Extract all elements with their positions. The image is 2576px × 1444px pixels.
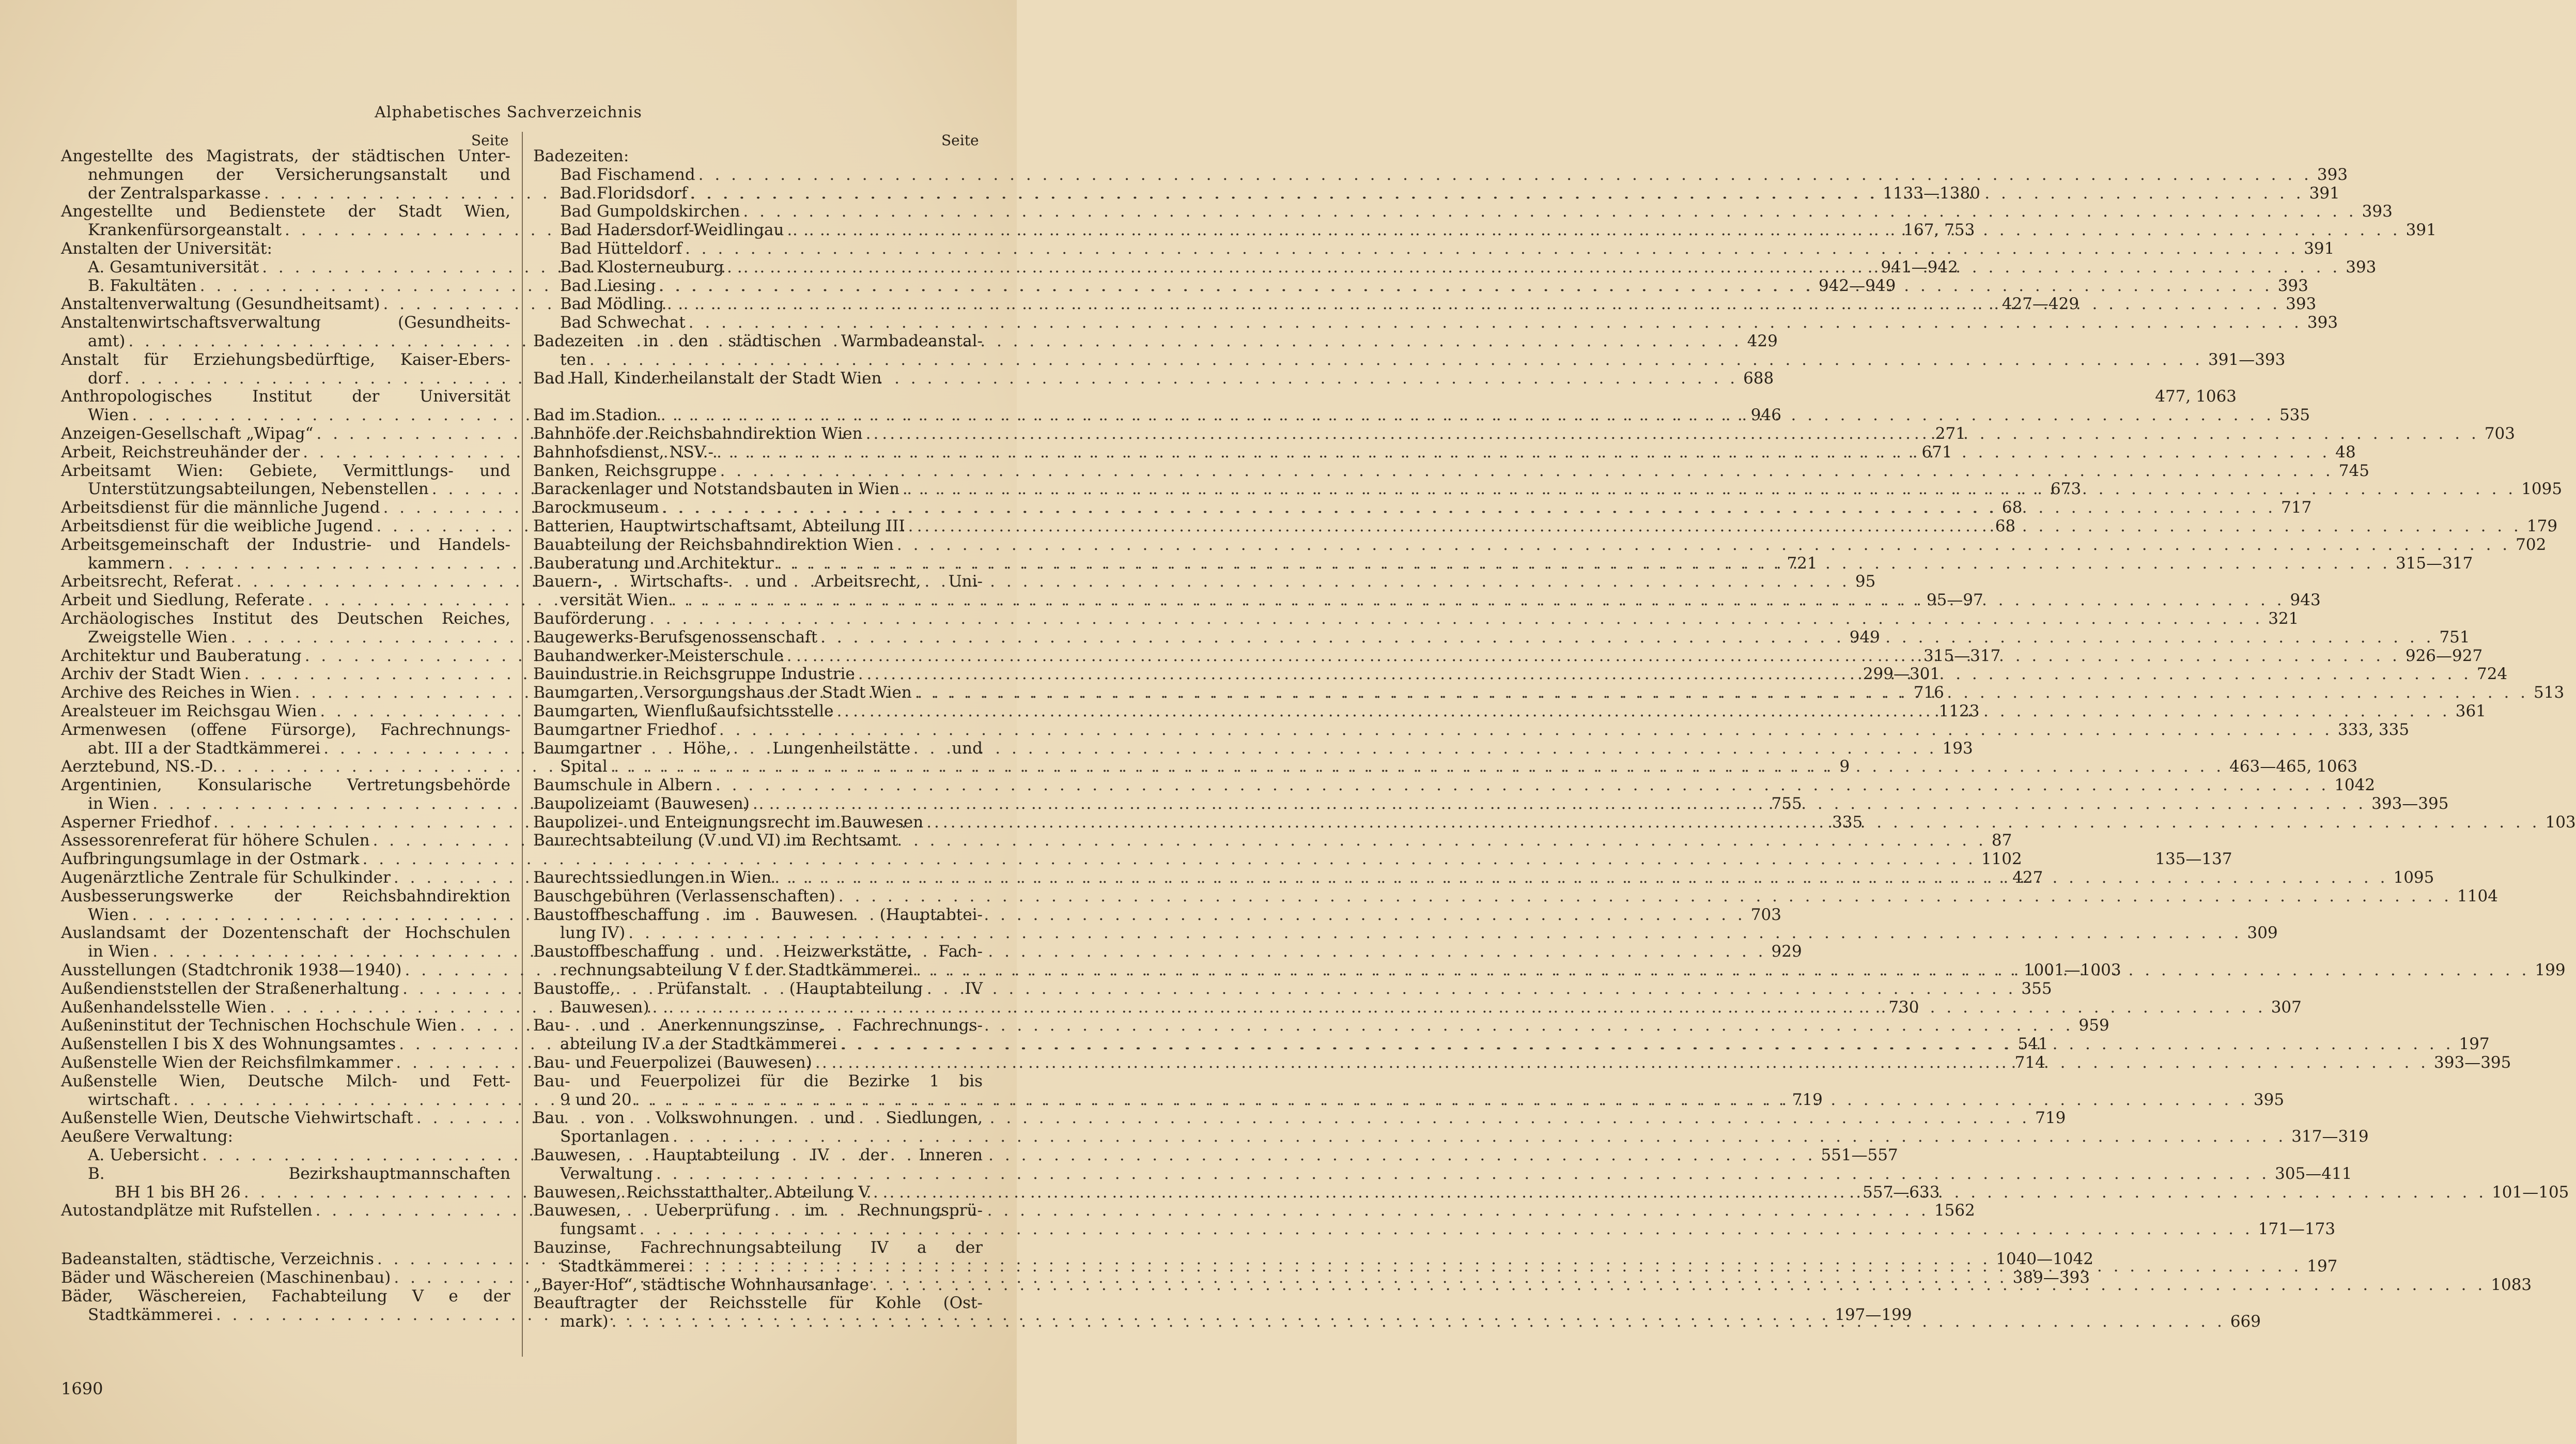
page-reference: 1104	[2457, 886, 2498, 905]
leader-dots	[712, 776, 2332, 795]
page-reference: 321	[2268, 609, 2299, 628]
page-reference: 703	[1750, 905, 1781, 924]
page-reference: 1001—1003	[2023, 961, 2121, 980]
entry-text: Bad Hadersdorf-Weidlingau	[560, 221, 784, 240]
page-reference: 719	[1792, 1090, 1823, 1109]
entry-text: Anstalt für Erziehungsbedürftige, Kaiser-Ebers-	[61, 350, 510, 369]
entry-text: Baurechtssiedlungen in Wien	[533, 868, 772, 887]
left-column-page-label: Seite	[471, 132, 509, 149]
entry-text: amt)	[88, 331, 126, 350]
index-entry	[533, 886, 2498, 906]
entry-text: Archiv der Stadt Wien	[61, 665, 241, 684]
entry-text: in Wien	[88, 794, 150, 813]
leader-dots	[833, 702, 2453, 721]
page-reference: 87	[1991, 831, 2012, 850]
index-entry	[533, 535, 2547, 555]
page-reference: 946	[1750, 406, 1781, 425]
entry-text: Außenstellen I bis X des Wohnungsamtes	[61, 1035, 396, 1054]
entry-text: Baumgartner Friedhof	[533, 720, 716, 739]
page-reference: 299—301	[1863, 665, 1941, 684]
leader-dots	[649, 998, 2269, 1017]
leader-dots	[817, 628, 2437, 647]
page-reference: 541	[2018, 1035, 2049, 1054]
entry-text: Bauhandwerker-Meisterschule	[533, 646, 784, 665]
entry-text: Stadtkämmerei	[88, 1305, 213, 1324]
index-entry	[533, 165, 2348, 185]
entry-text: fungsamt	[560, 1220, 637, 1239]
page-reference: 719	[2035, 1109, 2066, 1128]
entry-text: Archive des Reiches in Wien	[61, 683, 292, 702]
page-reference: 959	[2078, 1016, 2109, 1035]
entry-text: nehmungen der Versicherungsanstalt und	[88, 165, 510, 184]
leader-dots	[586, 351, 2206, 370]
index-entry	[533, 609, 2299, 628]
leader-dots	[771, 869, 2391, 887]
leader-dots	[912, 684, 2532, 702]
page-reference: 745	[2338, 461, 2369, 480]
entry-text: Armenwesen (offene Fürsorge), Fachrechnungs-	[61, 720, 510, 739]
entry-text: Bau- und Anerkennungszinse, Fachrechnungs-	[533, 1016, 983, 1035]
page-reference: 355	[2021, 979, 2052, 998]
entry-text: Außeninstitut der Technischen Hochschule Wien	[61, 1016, 457, 1035]
entry-text: Bad Fischamend	[560, 165, 695, 184]
entry-text: Baumschule in Albern	[533, 776, 712, 795]
entry-text: Bad Floridsdorf	[560, 183, 688, 203]
page-reference: 389—393	[2012, 1268, 2090, 1287]
entry-text: Arbeit und Siedlung, Referate	[61, 591, 305, 610]
entry-text: Arealsteuer im Reichsgau Wien	[61, 701, 317, 720]
page-reference: 393—395	[2371, 794, 2449, 813]
page-reference: 926—927	[2405, 646, 2483, 665]
entry-text: Stadtkämmerei	[560, 1256, 685, 1276]
entry-text: rechnungsabteilung V f der Stadtkämmerei	[560, 961, 913, 980]
entry-text: Bauzinse, Fachrechnungsabteilung IV a der	[533, 1238, 983, 1257]
page-reference: 309	[2247, 924, 2278, 943]
entry-text: Bauschgebühren (Verlassenschaften)	[533, 886, 835, 905]
page-reference: 477, 1063	[2155, 387, 2237, 406]
page-reference: 393	[2286, 295, 2317, 314]
entry-text: Baustoffe, Prüfanstalt (Hauptabteilung IV	[533, 979, 983, 998]
page-reference: 724	[2477, 665, 2508, 684]
entry-text: in Wien	[88, 942, 150, 961]
leader-dots	[894, 536, 2513, 555]
entry-text: Bauwesen, Reichsstatthalter, Abteilung V	[533, 1182, 870, 1202]
entry-text: Bad im Stadion	[533, 406, 658, 425]
entry-text: Banken, Reichsgruppe	[533, 461, 717, 480]
page-reference: 942—949	[1819, 276, 1896, 295]
entry-text: Aerztebund, NS.-D.	[61, 757, 218, 776]
leader-dots	[637, 1220, 2256, 1239]
leader-dots	[869, 1276, 2489, 1295]
entry-text: Autostandplätze mit Rufstellen	[61, 1201, 313, 1220]
leader-dots	[685, 1257, 2305, 1276]
entry-text: Barockmuseum	[533, 498, 659, 517]
leader-dots	[646, 610, 2266, 628]
leader-dots	[717, 462, 2337, 481]
entry-text: Bad Gumpoldskirchen	[560, 202, 740, 221]
right-column-page-label: Seite	[941, 132, 979, 149]
page-reference: 513	[2534, 683, 2565, 702]
entry-text: Wien	[88, 905, 129, 924]
leader-dots	[812, 1054, 2432, 1072]
entry-text: Baumgarten, Wienflußaufsichtsstelle	[533, 701, 834, 720]
entry-text: B. Bezirkshauptmannschaften	[88, 1164, 510, 1183]
leader-dots	[659, 499, 2279, 517]
entry-text: Badeanstalten, städtische, Verzeichnis	[61, 1250, 374, 1269]
page-reference: 1095	[2393, 868, 2434, 887]
page-reference: 167, 753	[1903, 221, 1975, 240]
page-reference: 199	[2535, 961, 2566, 980]
index-entry	[533, 461, 2369, 481]
entry-text: Arbeitsdienst für die weibliche Jugend	[61, 516, 374, 535]
page-reference: 1083	[2491, 1275, 2532, 1294]
leader-dots	[784, 221, 2403, 240]
entry-text: Bahnhofsdienst, NSV.-	[533, 442, 714, 462]
page-reference: 721	[1787, 554, 1818, 573]
entry-text: Architektur und Bauberatung	[61, 646, 302, 665]
entry-text: Aufbringungsumlage in der Ostmark	[61, 850, 360, 869]
leader-dots	[632, 1091, 2252, 1110]
page-reference: 717	[2281, 498, 2312, 517]
entry-text: Baugewerks-Berufsgenossenschaft	[533, 627, 818, 647]
entry-text: Bad Liesing	[560, 276, 656, 295]
leader-dots	[855, 665, 2475, 684]
entry-text: wirtschaft	[88, 1090, 170, 1109]
page-reference: 1133—1380	[1883, 183, 1980, 203]
entry-text: Anzeigen-Gesellschaft „Wipag“	[61, 424, 314, 443]
entry-text: Archäologisches Institut des Deutschen Reiches,	[61, 609, 510, 628]
leader-dots	[668, 591, 2288, 610]
index-entry	[533, 202, 2393, 221]
page-reference: 103	[2545, 812, 2576, 832]
leader-dots	[835, 887, 2455, 906]
page-reference: 716	[1913, 683, 1944, 702]
entry-text: lung IV)	[560, 924, 626, 943]
page-reference: 1102	[1981, 850, 2022, 869]
leader-dots	[724, 258, 2344, 277]
index-entry	[533, 313, 2338, 332]
leader-dots	[713, 443, 2333, 462]
page-reference: 669	[2230, 1312, 2261, 1331]
entry-text: Baustoffbeschaffung und Heizwerkstätte, Fach-	[533, 942, 983, 961]
page-reference: 688	[1743, 368, 1774, 388]
page-reference: 463—465, 1063	[2229, 757, 2358, 776]
page-reference: 557—633	[1863, 1182, 1940, 1202]
page-reference: 307	[2271, 997, 2302, 1017]
page-reference: 391	[2309, 183, 2340, 203]
entry-text: Angestellte und Bedienstete der Stadt Wien,	[61, 202, 510, 221]
entry-text: Außenstelle Wien, Deutsche Viehwirtschaft	[61, 1109, 413, 1128]
entry-text: Augenärztliche Zentrale für Schulkinder	[61, 868, 391, 887]
page-reference: 393—395	[2434, 1053, 2511, 1072]
index-heading	[61, 1128, 510, 1146]
entry-text: Bauern-, Wirtschafts- und Arbeitsrecht, Uni-	[533, 572, 983, 591]
leader-dots	[870, 1184, 2490, 1202]
page-reference: 393	[2307, 313, 2338, 332]
entry-text: BH 1 bis BH 26	[115, 1182, 241, 1202]
leader-dots	[625, 924, 2245, 943]
entry-text: Baustoffbeschaffung im Bauwesen (Hauptabtei-	[533, 905, 983, 924]
entry-text: Bad Klosterneuburg	[560, 257, 724, 276]
page-reference: 391—393	[2208, 350, 2286, 369]
entry-text: Angestellte des Magistrats, der städtischen Unter-	[61, 147, 510, 165]
leader-dots	[199, 1146, 1819, 1165]
index-heading	[61, 240, 510, 258]
leader-dots	[664, 295, 2284, 314]
leader-dots	[653, 1165, 2273, 1184]
section-gap	[61, 1220, 510, 1250]
entry-text: A. Gesamtuniversität	[88, 257, 259, 276]
leader-dots	[899, 480, 2519, 499]
leader-dots	[686, 314, 2305, 332]
leader-dots	[913, 961, 2533, 980]
entry-text: Auslandsamt der Dozentenschaft der Hochschulen	[61, 924, 510, 943]
entry-text: Bau- und Feuerpolizei für die Bezirke 1 bis	[533, 1071, 983, 1090]
entry-text: Bauwesen, Hauptabteilung IV der Inneren	[533, 1146, 983, 1165]
entry-text: Arbeit, Reichstreuhänder der	[61, 442, 300, 462]
entry-text: Arbeitsgemeinschaft der Industrie- und Handels-	[61, 535, 510, 554]
entry-text: Bad Mödling	[560, 295, 664, 314]
leader-dots	[837, 1035, 2457, 1054]
leader-dots	[609, 1313, 2228, 1331]
page-reference: 427—429	[2001, 295, 2080, 314]
entry-text: Unterstützungsabteilungen, Nebenstellen	[88, 480, 429, 499]
page-reference: 941—942	[1881, 257, 1958, 276]
page-reference: 395	[2253, 1090, 2285, 1109]
page-reference: 197—199	[1835, 1305, 1912, 1324]
entry-text: Baumgarten, Versorgungshaus der Stadt Wien	[533, 683, 912, 702]
entry-text: Badezeiten:	[533, 147, 629, 165]
leader-dots	[740, 203, 2360, 221]
entry-text: Bau von Volkswohnungen und Siedlungen,	[533, 1109, 983, 1128]
entry-text: Bad Hall, Kinderheilanstalt der Stadt Wien	[533, 368, 882, 388]
page-reference: 315—317	[1923, 646, 2001, 665]
entry-text: Bauwesen, Ueberprüfung im Rechnungsprü-	[533, 1201, 983, 1220]
entry-text: Argentinien, Konsularische Vertretungsbehörde	[61, 776, 510, 795]
entry-text: Krankenfürsorgeanstalt	[88, 221, 282, 240]
page-reference: 95	[1855, 572, 1876, 591]
entry-text: Arbeitsamt Wien: Gebiete, Vermittlungs- und	[61, 461, 510, 480]
page-reference: 393	[2317, 165, 2348, 184]
entry-text: Bauwesen)	[560, 997, 649, 1017]
page-reference: 171—173	[2258, 1220, 2336, 1239]
entry-text: versität Wien	[560, 591, 669, 610]
entry-text: Bau- und Feuerpolizei (Bauwesen)	[533, 1053, 812, 1072]
leader-dots	[234, 573, 1853, 591]
page-reference: 671	[1921, 442, 1952, 462]
entry-text: Asperner Friedhof	[61, 812, 210, 832]
entry-text: Beauftragter der Reichsstelle für Kohle (Ost-	[533, 1294, 983, 1313]
entry-text: Assessorenreferat für höhere Schulen	[61, 831, 370, 850]
entry-text: Außendienststellen der Straßenerhaltung	[61, 979, 400, 998]
page-reference: 68	[2001, 498, 2023, 517]
leader-dots	[774, 555, 2394, 573]
entry-text: Arbeitsrecht, Referat	[61, 572, 234, 591]
page-reference: 391	[2304, 239, 2335, 258]
entry-text: B. Fakultäten	[88, 276, 197, 295]
entry-text: Anthropologisches Institut der Universität	[61, 387, 510, 406]
leader-dots	[658, 406, 2277, 425]
page-reference: 1042	[2334, 776, 2376, 795]
entry-text: abt. III a der Stadtkämmerei	[88, 739, 321, 758]
entry-text: kammern	[88, 554, 165, 573]
page-reference: 305—411	[2275, 1164, 2352, 1183]
entry-text: Aeußere Verwaltung:	[61, 1127, 234, 1146]
page-reference: 361	[2455, 701, 2486, 720]
page-reference: 101—105	[2492, 1182, 2569, 1202]
page-reference: 427	[2012, 868, 2043, 887]
page-reference: 9	[1839, 757, 1850, 776]
entry-text: Bauindustrie in Reichsgruppe Industrie	[533, 665, 855, 684]
entry-text: Verwaltung	[560, 1164, 653, 1183]
leader-dots	[670, 1128, 2289, 1146]
page-reference: 68	[1995, 516, 2016, 535]
index-entry	[533, 720, 2410, 740]
page-reference: 1095	[2521, 480, 2563, 499]
index-entry	[61, 850, 2022, 869]
running-header: Alphabetisches Sachverzeichnis	[375, 103, 642, 121]
leader-dots	[784, 647, 2403, 666]
entry-text: Ausbesserungswerke der Reichsbahndirektion	[61, 886, 510, 905]
entry-text: Zweigstelle Wien	[88, 627, 228, 647]
page-reference: 271	[1935, 424, 1966, 443]
entry-text: Arbeitsdienst für die männliche Jugend	[61, 498, 380, 517]
entry-text: Bahnhöfe der Reichsbahndirektion Wien	[533, 424, 863, 443]
entry-text: mark)	[560, 1312, 609, 1331]
page-reference: 929	[1771, 942, 1802, 961]
page-reference: 551—557	[1821, 1146, 1898, 1165]
page-reference: 393	[2362, 202, 2393, 221]
entry-text: 9 und 20	[560, 1090, 632, 1109]
entry-text: Außenstelle Wien, Deutsche Milch- und Fett-	[61, 1071, 510, 1090]
entry-text: Wien	[88, 406, 129, 425]
page-reference: 197	[2459, 1035, 2490, 1054]
entry-text: Bad Hütteldorf	[560, 239, 682, 258]
entry-text: Anstaltenwirtschaftsverwaltung (Gesundheits-	[61, 313, 510, 332]
entry-text: Bauberatung und Architektur	[533, 554, 774, 573]
leader-dots	[656, 277, 2275, 296]
page-reference: 179	[2526, 516, 2558, 535]
leader-dots	[863, 425, 2482, 443]
entry-text: abteilung IV a der Stadtkämmerei	[560, 1035, 837, 1054]
leader-dots	[923, 813, 2543, 832]
page-reference: 393	[2346, 257, 2377, 276]
entry-text: Sportanlagen	[560, 1127, 670, 1146]
entry-text: Baumgartner Höhe, Lungenheilstätte und	[533, 739, 983, 758]
page-reference: 48	[2335, 442, 2356, 462]
entry-text: Batterien, Hauptwirtschaftsamt, Abteilung III	[533, 516, 905, 535]
entry-text: Spital	[560, 757, 608, 776]
entry-text: Ausstellungen (Stadtchronik 1938—1940)	[61, 961, 402, 980]
page-reference: 714	[2014, 1053, 2045, 1072]
page-reference: 429	[1747, 331, 1778, 350]
page-reference: 1562	[1934, 1201, 1975, 1220]
page-reference: 730	[1888, 997, 1919, 1017]
page-reference: 95—97	[1926, 591, 1983, 610]
page-reference: 949	[1849, 627, 1880, 647]
entry-text: Außenhandelsstelle Wien	[61, 997, 267, 1017]
entry-text: Bäder und Wäschereien (Maschinenbau)	[61, 1268, 391, 1287]
leader-dots	[687, 185, 2307, 203]
index-entry	[533, 776, 2376, 795]
index-heading	[533, 147, 983, 166]
entry-text: Anstalten der Universität:	[61, 239, 272, 258]
page-reference: 315—317	[2395, 554, 2473, 573]
entry-text: Bad Schwechat	[560, 313, 686, 332]
entry-text: Anstaltenverwaltung (Gesundheitsamt)	[61, 295, 380, 314]
page-reference: 535	[2279, 406, 2310, 425]
entry-text: Bauförderung	[533, 609, 646, 628]
page-number: 1690	[61, 1379, 103, 1399]
page-reference: 673	[2051, 480, 2082, 499]
page-reference: 1123	[1938, 701, 1980, 720]
page-reference: 1040—1042	[1996, 1250, 2093, 1269]
leader-dots	[750, 795, 2369, 813]
page-reference: 193	[1942, 739, 1973, 758]
entry-text: ten	[560, 350, 586, 369]
leader-dots	[905, 517, 2525, 536]
page-reference: 391	[2406, 221, 2437, 240]
page-reference: 135—137	[2155, 850, 2232, 869]
entry-text: Bäder, Wäschereien, Fachabteilung V e der	[61, 1286, 510, 1305]
leader-dots	[682, 240, 2302, 258]
leader-dots	[608, 758, 2227, 776]
entry-text: Baupolizei- und Enteignungsrecht im Bauwesen	[533, 812, 924, 832]
page-reference: 943	[2290, 591, 2321, 610]
entry-text: Baurechtsabteilung (V und VI) im Rechtsamt	[533, 831, 898, 850]
entry-text: der Zentralsparkasse	[88, 183, 261, 203]
entry-text: Außenstelle Wien der Reichsfilmkammer	[61, 1053, 393, 1072]
page-reference: 755	[1771, 794, 1802, 813]
leader-dots	[716, 721, 2336, 740]
page-reference: 317—319	[2291, 1127, 2369, 1146]
page-reference: 393	[2277, 276, 2308, 295]
page-reference: 702	[2516, 535, 2547, 554]
page-reference: 333, 335	[2338, 720, 2410, 739]
index-entry	[533, 239, 2335, 258]
leader-dots	[695, 166, 2315, 185]
entry-text: dorf	[88, 368, 121, 388]
entry-text: Baupolizeiamt (Bauwesen)	[533, 794, 750, 813]
entry-text: Badezeiten in den städtischen Warmbadeanstal-	[533, 331, 983, 350]
page-reference: 751	[2439, 627, 2470, 647]
page-reference: 197	[2307, 1256, 2338, 1276]
entry-text: „Bayer-Hof“, städtische Wohnhausanlage	[533, 1275, 869, 1294]
page-reference: 703	[2484, 424, 2515, 443]
entry-text: Bauabteilung der Reichsbahndirektion Wien	[533, 535, 894, 554]
page-reference: 335	[1832, 812, 1863, 832]
entry-text: Barackenlager und Notstandsbauten in Wien	[533, 480, 899, 499]
entry-text: A. Uebersicht	[88, 1146, 199, 1165]
